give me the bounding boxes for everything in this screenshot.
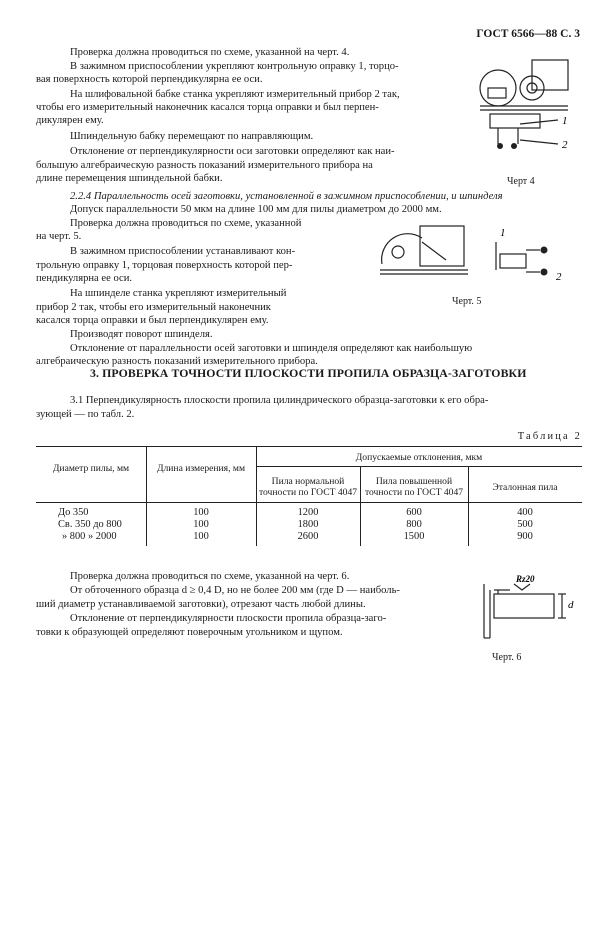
- cell-high: 600: [406, 507, 422, 518]
- text-line: прибор 2 так, чтобы его измерительный наконечник: [36, 302, 271, 313]
- table-subheader-normal-line1: Пила нормальной: [271, 476, 345, 487]
- cell-normal: 1200: [297, 507, 319, 518]
- text-line: Отклонение от перпендикулярности оси заготовки определяют как наи-: [70, 146, 395, 157]
- table-subheader-high-line2: точности по ГОСТ 4047: [364, 487, 464, 498]
- text-line: 3.1 Перпендикулярность плоскости пропила цилиндрического образца-заготовки к его обра-: [70, 395, 489, 406]
- cell-length: 100: [193, 507, 209, 518]
- fig4-label-1: 1: [562, 115, 568, 127]
- fig6-roughness-label: Rz20: [516, 574, 535, 584]
- cell-high: 1500: [403, 531, 425, 542]
- table-subheader-normal-line2: точности по ГОСТ 4047: [258, 487, 358, 498]
- text-line: Отклонение от перпендикулярности плоскости пропила образца-заго-: [70, 613, 387, 624]
- text-line: вая поверхность которой перпендикулярна ее оси.: [36, 74, 263, 85]
- fig6-label-d: d: [568, 599, 574, 611]
- text-line: Проверка должна проводиться по схеме, указанной на черт. 4.: [70, 47, 350, 58]
- text-line: дикулярен ему.: [36, 115, 104, 126]
- fig4-label-2: 2: [562, 139, 568, 151]
- table-caption: Таблица 2: [517, 431, 582, 442]
- cell-normal: 1800: [297, 519, 319, 530]
- text-line: ший диаметр устанавливаемой заготовки), отрезают часть любой длины.: [36, 599, 366, 610]
- text-line: касался торца оправки и был перпендикулярен ему.: [36, 315, 269, 326]
- text-line: на черт. 5.: [36, 231, 82, 242]
- text-line: От обточенного образца d ≥ 0,4 D, но не более 200 мм (где D — наиболь-: [70, 585, 400, 596]
- text-line: алгебраическую разность показаний измерительного прибора.: [36, 356, 318, 367]
- cell-diameter: » 800 » 2000: [62, 531, 117, 542]
- figure-4-caption: Черт 4: [507, 176, 535, 187]
- text-line: Проверка должна проводиться по схеме, указанной на черт. 6.: [70, 571, 350, 582]
- text-line: На шлифовальной бабке станка укрепляют измерительный прибор 2 так,: [70, 89, 400, 100]
- figure-5-caption: Черт. 5: [452, 296, 482, 307]
- figure-6-diagram: [476, 574, 584, 642]
- text-line: Производят поворот шпинделя.: [70, 329, 213, 340]
- figure-5-diagram: [376, 220, 586, 292]
- cell-reference: 500: [517, 519, 533, 530]
- text-line: большую алгебраическую разность показаний измерительного прибора на: [36, 160, 373, 171]
- table-rule-header: [256, 466, 582, 467]
- text-line: длине перемещения шпиндельной бабки.: [36, 173, 223, 184]
- table-rule-top: [36, 446, 582, 447]
- text-line: В зажимном приспособлении укрепляют контрольную оправку 1, торцо-: [70, 61, 399, 72]
- cell-reference: 400: [517, 507, 533, 518]
- text-line: Шпиндельную бабку перемещают по направляющим.: [70, 131, 314, 142]
- text-line: В зажимном приспособлении устанавливают кон-: [70, 246, 296, 257]
- fig5-label-2: 2: [556, 271, 562, 283]
- figure-6-caption: Черт. 6: [492, 652, 522, 663]
- text-line: На шпинделе станка укрепляют измерительный: [70, 288, 287, 299]
- cell-diameter: До 350: [58, 507, 89, 518]
- text-line: зующей — по табл. 2.: [36, 409, 135, 420]
- text-line: Отклонение от параллельности осей заготовки и шпинделя определяют как наибольшую: [70, 343, 473, 354]
- text-line: Проверка должна проводиться по схеме, указанной: [70, 218, 302, 229]
- cell-reference: 900: [517, 531, 533, 542]
- cell-length: 100: [193, 519, 209, 530]
- table-subheader-reference: Эталонная пила: [492, 482, 558, 493]
- text-line: пендикулярна ее оси.: [36, 273, 133, 284]
- section-heading-2-2-4: 2.2.4 Параллельность осей заготовки, установленной в зажимном приспособлении, и шпинделя: [70, 191, 503, 202]
- table-header-diameter: Диаметр пилы, мм: [52, 463, 130, 474]
- cell-high: 800: [406, 519, 422, 530]
- cell-length: 100: [193, 531, 209, 542]
- page-header: ГОСТ 6566—88 С. 3: [476, 28, 580, 40]
- text-line: товки к образующей определяют поверочным угольником и щупом.: [36, 627, 343, 638]
- section-3-title: 3. ПРОВЕРКА ТОЧНОСТИ ПЛОСКОСТИ ПРОПИЛА ОБРАЗЦА-ЗАГОТОВКИ: [90, 366, 527, 380]
- cell-normal: 2600: [297, 531, 319, 542]
- text-line: трольную оправку 1, торцовая поверхность которой пер-: [36, 260, 293, 271]
- table-header-length: Длина измерения, мм: [156, 463, 246, 474]
- cell-diameter: Св. 350 до 800: [58, 519, 122, 530]
- table-subheader-high-line1: Пила повышенной: [375, 476, 453, 487]
- fig5-label-1: 1: [500, 227, 506, 239]
- table-rule-header-bottom: [36, 502, 582, 503]
- figure-4-diagram: [470, 48, 580, 158]
- text-line: чтобы его измерительный наконечник касался торца оправки и был перпен-: [36, 102, 379, 113]
- text-line: Допуск параллельности 50 мкм на длине 100 мм для пилы диаметром до 2000 мм.: [70, 204, 442, 215]
- table-header-allowed: Допускаемые отклонения, мкм: [355, 452, 483, 463]
